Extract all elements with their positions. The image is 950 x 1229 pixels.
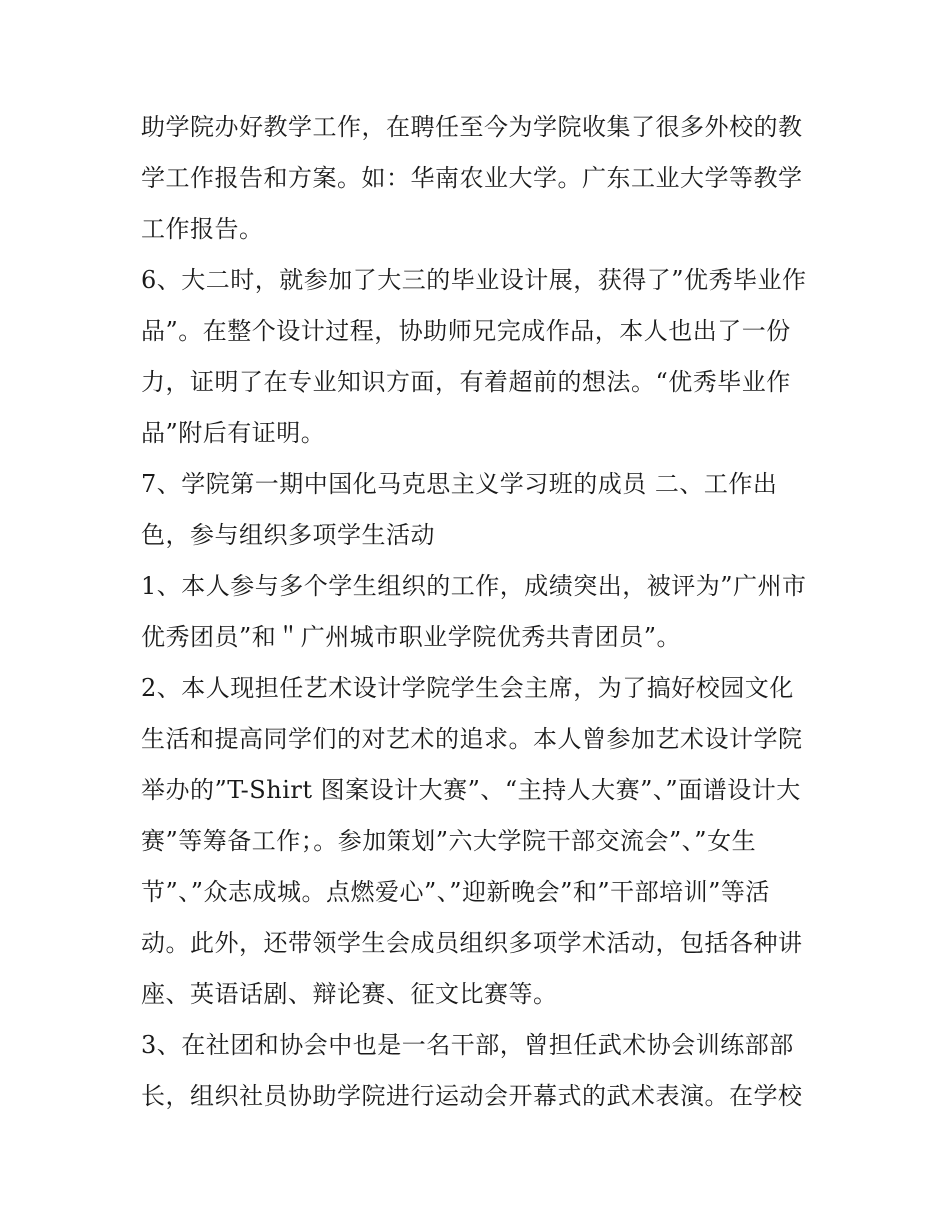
text-line: 工作报告。 [141,215,264,243]
text-line: 赛”等筹备工作；。参加策划”六大学院干部交流会”、”女生 [141,827,757,855]
text-line: 优秀团员”和＂广州城市职业学院优秀共青团员”。 [141,623,682,651]
text-line: 学工作报告和方案。如：华南农业大学。广东工业大学等教学 [141,164,803,192]
text-line: 举办的”T-Shirt 图案设计大赛”、“主持人大赛”、”面谱设计大 [141,776,801,804]
text-line: 座、英语话剧、辩论赛、征文比赛等。 [141,980,558,1008]
text-line: 节”、”众志成城。点燃爱心”、”迎新晚会”和”干部培训”等活 [141,878,770,906]
text-line: 品”。在整个设计过程，协助师兄完成作品，本人也出了一份 [141,317,791,345]
text-line: 6、大二时，就参加了大三的毕业设计展，获得了”优秀毕业作 [141,266,807,294]
document-body [141,102,816,1122]
text-line: 力，证明了在专业知识方面，有着超前的想法。“优秀毕业作 [141,368,791,396]
text-line: 动。此外，还带领学生会成员组织多项学术活动，包括各种讲 [141,929,803,957]
text-line: 7、学院第一期中国化马克思主义学习班的成员 二、工作出 [141,470,778,498]
text-line: 色，参与组织多项学生活动 [141,521,435,549]
text-line: 3、在社团和协会中也是一名干部，曾担任武术协会训练部部 [141,1031,794,1059]
text-line: 品”附后有证明。 [141,419,326,447]
text-line: 2、本人现担任艺术设计学院学生会主席，为了搞好校园文化 [141,674,794,702]
text-line: 生活和提高同学们的对艺术的追求。本人曾参加艺术设计学院 [141,725,803,753]
text-line: 助学院办好教学工作，在聘任至今为学院收集了很多外校的教 [141,113,803,141]
text-line: 长，组织社员协助学院进行运动会开幕式的武术表演。在学校 [141,1082,803,1110]
text-line: 1、本人参与多个学生组织的工作，成绩突出，被评为”广州市 [141,572,807,600]
